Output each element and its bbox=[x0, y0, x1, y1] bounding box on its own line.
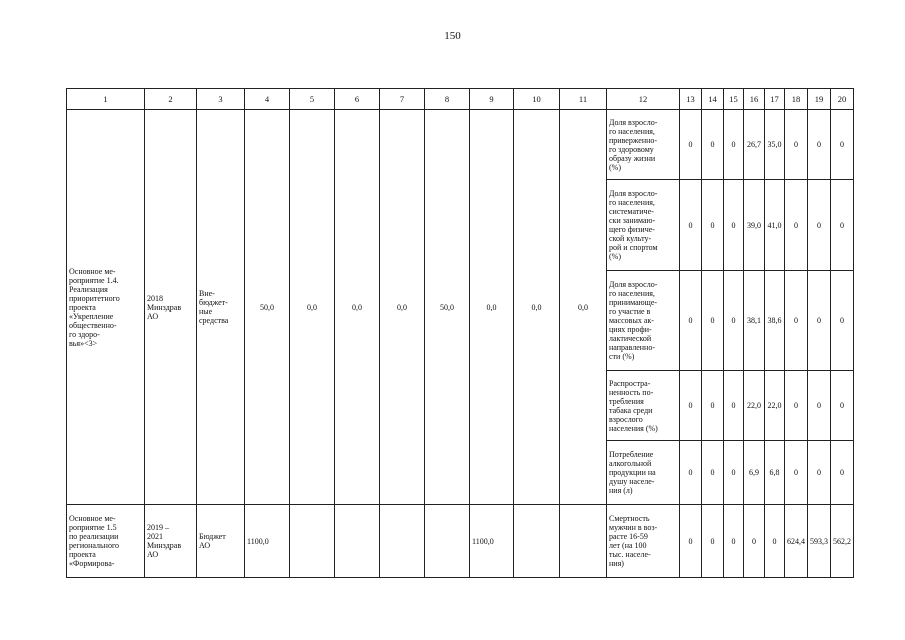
amount-cell: 0,0 bbox=[380, 110, 425, 505]
page-number: 150 bbox=[444, 30, 461, 42]
amount-cell bbox=[290, 505, 335, 578]
header-cell: 5 bbox=[290, 89, 335, 110]
indicator-value-cell: 593,3 bbox=[808, 505, 831, 578]
amount-cell: 50,0 bbox=[245, 110, 290, 505]
indicator-value-cell: 0 bbox=[831, 110, 854, 180]
indicator-value-cell: 0 bbox=[785, 371, 808, 441]
indicator-value-cell: 38,1 bbox=[744, 271, 765, 371]
indicator-value-cell: 0 bbox=[702, 110, 724, 180]
indicator-value-cell: 0 bbox=[680, 371, 702, 441]
indicator-value-cell: 0 bbox=[808, 441, 831, 505]
header-cell: 16 bbox=[744, 89, 765, 110]
indicator-value-cell: 0 bbox=[831, 371, 854, 441]
funding-source-cell: Бюджет АО bbox=[197, 505, 245, 578]
indicator-label-cell: Доля взросло- го населения, приверженно- го здоровому образу жизни (%) bbox=[607, 110, 680, 180]
indicator-value-cell: 35,0 bbox=[765, 110, 785, 180]
indicator-label-cell: Смертность мужчин в воз- расте 16-59 лет (на 100 тыс. населе- ния) bbox=[607, 505, 680, 578]
indicator-value-cell: 0 bbox=[724, 271, 744, 371]
indicator-value-cell: 0 bbox=[785, 110, 808, 180]
indicator-label-cell: Распростра- ненность по- требления табака среди взрослого населения (%) bbox=[607, 371, 680, 441]
header-cell: 19 bbox=[808, 89, 831, 110]
activity-name-cell: Основное ме- роприятие 1.5 по реализации регионального проекта «Формирова- bbox=[67, 505, 145, 578]
indicator-value-cell: 0 bbox=[724, 110, 744, 180]
amount-cell bbox=[514, 505, 560, 578]
indicator-value-cell: 0 bbox=[702, 271, 724, 371]
amount-cell: 1100,0 bbox=[470, 505, 514, 578]
indicator-value-cell: 0 bbox=[724, 505, 744, 578]
amount-cell bbox=[380, 505, 425, 578]
indicator-value-cell: 0 bbox=[831, 180, 854, 271]
amount-cell bbox=[425, 505, 470, 578]
indicator-value-cell: 0 bbox=[724, 371, 744, 441]
indicator-value-cell: 22,0 bbox=[765, 371, 785, 441]
indicator-label-cell: Потребление алкогольной продукции на душу населе- ния (л) bbox=[607, 441, 680, 505]
indicator-label-cell: Доля взросло- го населения, систематиче- ски занимаю- щего физиче- ской культу- рой и спортом (%) bbox=[607, 180, 680, 271]
indicator-value-cell: 6,9 bbox=[744, 441, 765, 505]
indicator-value-cell: 0 bbox=[808, 110, 831, 180]
amount-cell: 50,0 bbox=[425, 110, 470, 505]
indicator-value-cell: 562,2 bbox=[831, 505, 854, 578]
amount-cell: 0,0 bbox=[335, 110, 380, 505]
header-cell: 15 bbox=[724, 89, 744, 110]
indicator-value-cell: 41,0 bbox=[765, 180, 785, 271]
indicator-value-cell: 0 bbox=[765, 505, 785, 578]
indicator-value-cell: 624,4 bbox=[785, 505, 808, 578]
header-cell: 11 bbox=[560, 89, 607, 110]
header-cell: 18 bbox=[785, 89, 808, 110]
header-cell: 9 bbox=[470, 89, 514, 110]
indicator-value-cell: 0 bbox=[744, 505, 765, 578]
header-cell: 3 bbox=[197, 89, 245, 110]
header-cell: 13 bbox=[680, 89, 702, 110]
year-executor-cell: 2019 – 2021 Минздрав АО bbox=[145, 505, 197, 578]
indicator-value-cell: 0 bbox=[702, 505, 724, 578]
indicator-value-cell: 0 bbox=[724, 180, 744, 271]
indicator-value-cell: 39,0 bbox=[744, 180, 765, 271]
indicator-value-cell: 0 bbox=[785, 180, 808, 271]
indicator-value-cell: 0 bbox=[808, 271, 831, 371]
indicator-value-cell: 0 bbox=[680, 110, 702, 180]
amount-cell bbox=[335, 505, 380, 578]
header-cell: 17 bbox=[765, 89, 785, 110]
amount-cell: 0,0 bbox=[290, 110, 335, 505]
amount-cell bbox=[560, 505, 607, 578]
header-cell: 6 bbox=[335, 89, 380, 110]
indicator-value-cell: 0 bbox=[680, 180, 702, 271]
indicator-value-cell: 0 bbox=[785, 441, 808, 505]
header-cell: 12 bbox=[607, 89, 680, 110]
table-row bbox=[67, 110, 854, 180]
year-executor-cell: 2018 Минздрав АО bbox=[145, 110, 197, 505]
indicator-value-cell: 0 bbox=[831, 441, 854, 505]
header-cell: 14 bbox=[702, 89, 724, 110]
funding-source-cell: Вне- бюджет- ные средства bbox=[197, 110, 245, 505]
header-cell: 7 bbox=[380, 89, 425, 110]
indicator-value-cell: 0 bbox=[702, 371, 724, 441]
activity-name-cell: Основное ме- роприятие 1.4. Реализация приоритетного проекта «Укрепление общественно- го здоро- вья»<3> bbox=[67, 110, 145, 505]
program-activities-table bbox=[66, 88, 854, 578]
amount-cell: 0,0 bbox=[514, 110, 560, 505]
amount-cell: 0,0 bbox=[470, 110, 514, 505]
indicator-value-cell: 0 bbox=[680, 441, 702, 505]
header-cell: 2 bbox=[145, 89, 197, 110]
header-row bbox=[67, 89, 854, 110]
indicator-value-cell: 26,7 bbox=[744, 110, 765, 180]
header-cell: 20 bbox=[831, 89, 854, 110]
header-cell: 8 bbox=[425, 89, 470, 110]
indicator-value-cell: 0 bbox=[702, 180, 724, 271]
indicator-value-cell: 0 bbox=[831, 271, 854, 371]
indicator-value-cell: 0 bbox=[808, 371, 831, 441]
indicator-label-cell: Доля взросло- го населения, принимающе- го участие в массовых ак- циях профи- лактической направленно- сти (%) bbox=[607, 271, 680, 371]
indicator-value-cell: 6,8 bbox=[765, 441, 785, 505]
indicator-value-cell: 0 bbox=[702, 441, 724, 505]
indicator-value-cell: 0 bbox=[680, 505, 702, 578]
header-cell: 10 bbox=[514, 89, 560, 110]
amount-cell: 1100,0 bbox=[245, 505, 290, 578]
header-cell: 1 bbox=[67, 89, 145, 110]
indicator-value-cell: 0 bbox=[680, 271, 702, 371]
header-cell: 4 bbox=[245, 89, 290, 110]
indicator-value-cell: 38,6 bbox=[765, 271, 785, 371]
indicator-value-cell: 0 bbox=[808, 180, 831, 271]
indicator-value-cell: 0 bbox=[724, 441, 744, 505]
amount-cell: 0,0 bbox=[560, 110, 607, 505]
table-row bbox=[67, 505, 854, 578]
indicator-value-cell: 0 bbox=[785, 271, 808, 371]
indicator-value-cell: 22,0 bbox=[744, 371, 765, 441]
